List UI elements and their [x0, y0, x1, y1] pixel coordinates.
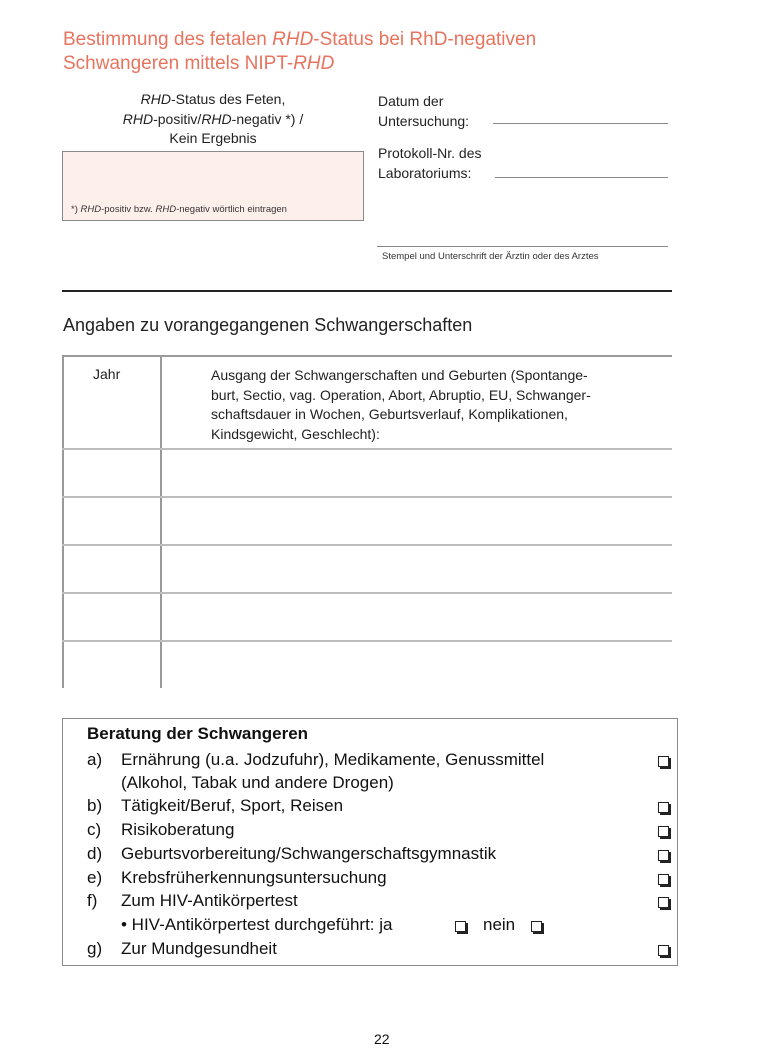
form-title-line-1: Bestimmung des fetalen RHD-Status bei RhD-negativen — [63, 29, 537, 50]
hiv-no-label: nein — [483, 915, 516, 934]
table-cell-outcome[interactable] — [162, 642, 672, 688]
checkbox-birth-preparation[interactable] — [658, 850, 669, 861]
table-cell-year[interactable] — [64, 594, 160, 640]
table-top-border — [62, 355, 672, 357]
checkbox-oral-health[interactable] — [658, 945, 669, 956]
table-cell-year[interactable] — [64, 642, 160, 688]
counseling-title: Beratung der Schwangeren — [87, 724, 309, 743]
pregnancies-heading: Angaben zu vorangegangenen Schwangerschaften — [63, 315, 473, 335]
checkbox-work-sport[interactable] — [658, 802, 669, 813]
table-cell-outcome[interactable] — [162, 546, 672, 592]
checkbox-hiv-no[interactable] — [531, 921, 542, 932]
exam-date-label: Datum der Untersuchung: — [378, 93, 470, 129]
exam-date-field[interactable] — [493, 123, 668, 124]
table-cell-year[interactable] — [64, 450, 160, 496]
checkbox-hiv-test[interactable] — [658, 897, 669, 908]
rhd-status-label: RHD-Status des Feten, RHD-positiv/RHD-negativ *) / Kein Ergebnis — [122, 91, 304, 146]
table-cell-outcome[interactable] — [162, 498, 672, 544]
table-cell-outcome[interactable] — [162, 450, 672, 496]
form-title — [63, 28, 663, 76]
column-header-outcome: Ausgang der Schwangerschaften und Geburten (Spontange- burt, Sectio, vag. Operation, Abort, Abruptio, EU, Schwanger- schaftsdauer in Wochen, Geburtsverlauf, Komplikationen, Kindsgewicht, Geschlecht): — [211, 367, 591, 442]
signature-caption: Stempel und Unterschrift der Ärztin oder des Arztes — [382, 251, 599, 262]
checkbox-nutrition[interactable] — [658, 756, 669, 767]
table-cell-outcome[interactable] — [162, 594, 672, 640]
rhd-status-field[interactable] — [62, 151, 364, 221]
column-header-year: Jahr — [93, 366, 121, 382]
lab-protocol-label: Protokoll-Nr. des Laboratoriums: — [378, 145, 482, 181]
checkbox-hiv-yes[interactable] — [455, 921, 466, 932]
section-divider — [62, 290, 672, 292]
checkbox-risk-counseling[interactable] — [658, 826, 669, 837]
counseling-box: Beratung der Schwangeren a) Ernährung (u.a. Jodzufuhr), Medikamente, Genussmittel (Alkohol, Tabak und andere Drogen) b) Tätigkeit/Beruf, Sport, Reisen c) Risikoberatung d) Geburtsvorbereitung/Schwangerschaftsgymnastik e) Krebsfrüherkennungsuntersuchung f) Zum HIV-Antikörpertest • HIV-Antikörpertest durchgeführt: ja nein g) Zur Mundgesundheit — [62, 718, 678, 966]
lab-protocol-field[interactable] — [495, 177, 668, 178]
page-number: 22 — [374, 1031, 390, 1047]
signature-field[interactable] — [377, 246, 668, 247]
rhd-status-note: *) RHD-positiv bzw. RHD-negativ wörtlich eintragen — [71, 204, 287, 215]
table-cell-year[interactable] — [64, 498, 160, 544]
checkbox-cancer-screening[interactable] — [658, 874, 669, 885]
form-title-line-2: Schwangeren mittels NIPT-RHD — [63, 53, 335, 74]
table-cell-year[interactable] — [64, 546, 160, 592]
